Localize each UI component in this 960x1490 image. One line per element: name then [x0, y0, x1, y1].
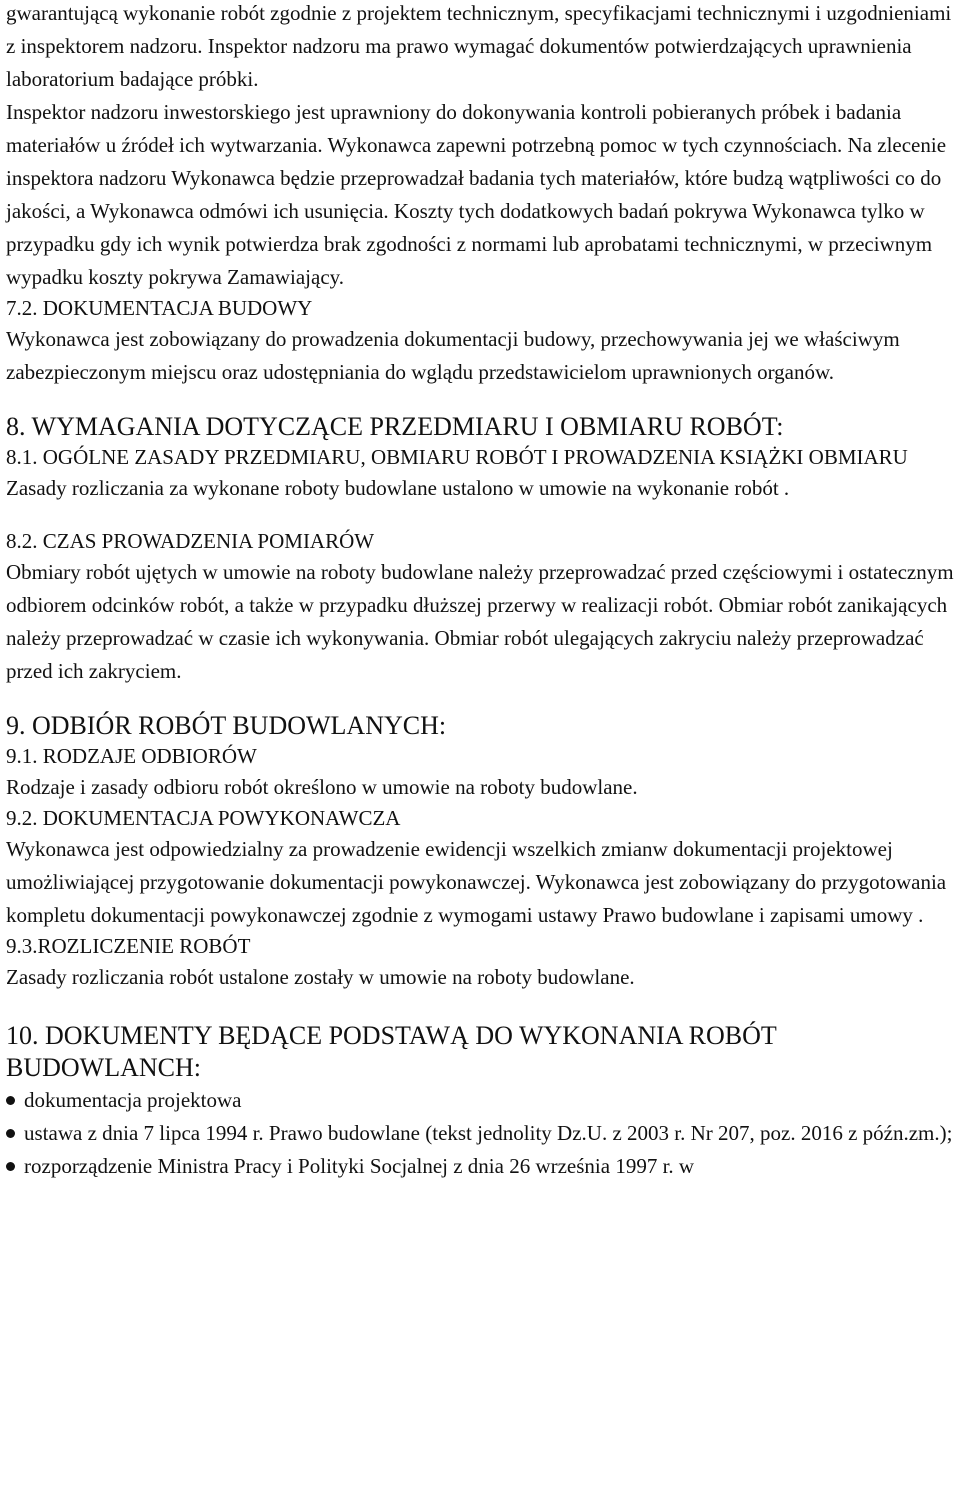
- section-9-2-text: Wykonawca jest odpowiedzialny za prowadzenie ewidencji wszelkich zmianw dokumentacji projektowej umożliwiającej przygotowanie dokumentacji powykonawczej. Wykonawca jest zobowiązany do przygotowania kompletu dokumentacji powykonawczej zgodnie z wymogami ustawy Prawo budowlane i zapisami umowy .: [6, 837, 947, 927]
- section-8-title: 8. WYMAGANIA DOTYCZĄCE PRZEDMIARU I OBMIARU ROBÓT:: [6, 412, 784, 441]
- section-9-title: 9. ODBIÓR ROBÓT BUDOWLANYCH:: [6, 711, 447, 740]
- section-9-3-text: Zasady rozliczania robót ustalone zostały w umowie na roboty budowlane.: [6, 965, 635, 989]
- list-item: [6, 1084, 954, 1117]
- bullet-icon: [6, 1129, 15, 1138]
- paragraph-laboratory: gwarantującą wykonanie robót zgodnie z projektem technicznym, specyfikacjami technicznymi i uzgodnieniami z inspektorem nadzoru. Inspektor nadzoru ma prawo wymagać dokumentów potwierdzających uprawnienia laboratorium badające próbki.: [6, 1, 952, 91]
- spacer: [6, 505, 954, 527]
- bullet-icon: [6, 1162, 15, 1171]
- section-8-1-text: Zasady rozliczania za wykonane roboty budowlane ustalono w umowie na wykonanie robót .: [6, 476, 790, 500]
- section-9-3-title: 9.3.ROZLICZENIE ROBÓT: [6, 934, 251, 958]
- list-item-text: rozporządzenie Ministra Pracy i Polityki Socjalnej z dnia 26 września 1997 r. w: [24, 1154, 695, 1178]
- bullet-icon: [6, 1096, 15, 1105]
- document-page: [6, 0, 954, 1183]
- spacer: [6, 688, 954, 710]
- spacer: [6, 994, 954, 1020]
- section-9-1-text: Rodzaje i zasady odbioru robót określono w umowie na roboty budowlane.: [6, 775, 638, 799]
- section-7-2-title: 7.2. DOKUMENTACJA BUDOWY: [6, 296, 313, 320]
- section-8-1-title: 8.1. OGÓLNE ZASADY PRZEDMIARU, OBMIARU ROBÓT I PROWADZENIA KSIĄŻKI OBMIARU: [6, 445, 908, 469]
- section-9-2-title: 9.2. DOKUMENTACJA POWYKONAWCZA: [6, 806, 401, 830]
- spacer: [6, 389, 954, 411]
- list-item: [6, 1117, 954, 1150]
- documents-list: [6, 1084, 954, 1183]
- section-9-1-title: 9.1. RODZAJE ODBIORÓW: [6, 744, 257, 768]
- list-item-text: ustawa z dnia 7 lipca 1994 r. Prawo budowlane (tekst jednolity Dz.U. z 2003 r. Nr 207, poz. 2016 z późn.zm.);: [24, 1121, 953, 1145]
- section-10-title: 10. DOKUMENTY BĘDĄCE PODSTAWĄ DO WYKONANIA ROBÓT BUDOWLANCH:: [6, 1021, 777, 1082]
- paragraph-inspector-rights: Inspektor nadzoru inwestorskiego jest uprawniony do dokonywania kontroli pobieranych próbek i badania materiałów u źródeł ich wytwarzania. Wykonawca zapewni potrzebną pomoc w tych czynnościach. Na zlecenie inspektora nadzoru Wykonawca będzie przeprowadzał badania tych materiałów, które budzą wątpliwości co do jakości, a Wykonawca odmówi ich usunięcia. Koszty tych dodatkowych badań pokrywa Wykonawca tylko w przypadku gdy ich wynik potwierdza brak zgodności z normami lub aprobatami technicznymi, w przeciwnym wypadku koszty pokrywa Zamawiający.: [6, 100, 947, 289]
- section-8-2-title: 8.2. CZAS PROWADZENIA POMIARÓW: [6, 529, 375, 553]
- section-8-2-text: Obmiary robót ujętych w umowie na roboty budowlane należy przeprowadzać przed częściowymi i ostatecznym odbiorem odcinków robót, a także w przypadku dłuższej przerwy w realizacji robót. Obmiar robót zanikających należy przeprowadzać w czasie ich wykonywania. Obmiar robót ulegających zakryciu należy przeprowadzać przed ich zakryciem.: [6, 560, 954, 683]
- section-7-2-text: Wykonawca jest zobowiązany do prowadzenia dokumentacji budowy, przechowywania jej we właściwym zabezpieczonym miejscu oraz udostępniania do wglądu przedstawicielom uprawnionych organów.: [6, 327, 900, 384]
- list-item-text: dokumentacja projektowa: [24, 1088, 242, 1112]
- list-item: [6, 1150, 954, 1183]
